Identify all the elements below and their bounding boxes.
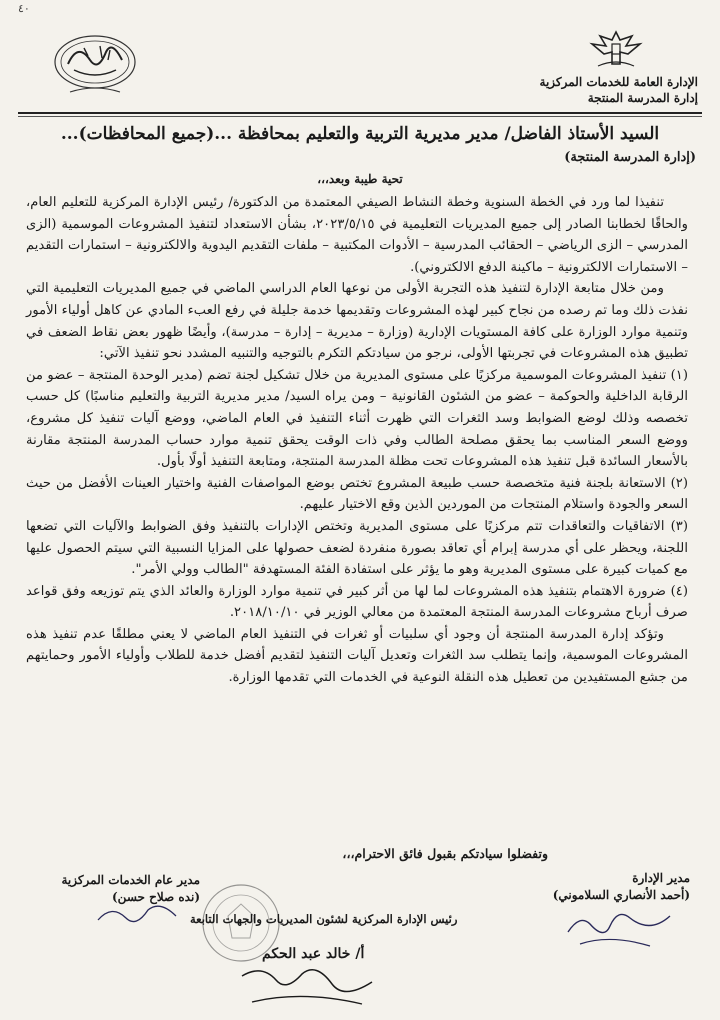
closing-line: وتفضلوا سيادتكم بقبول فائق الاحترام،،، [342, 846, 548, 861]
handwritten-signature-left [92, 900, 182, 930]
header-divider [18, 112, 702, 114]
department-label: (إدارة المدرسة المنتجة) [564, 150, 696, 165]
handwritten-signature-center [232, 962, 382, 1012]
letterhead-lines [540, 74, 698, 106]
signature-name-right: (أحمد الأنصاري السلاموني) [552, 888, 690, 902]
signature-block-right [553, 870, 690, 904]
header-line-productive-school: إدارة المدرسة المنتجة [587, 91, 698, 105]
signature-name-left: (نده صلاح حسن) [112, 890, 200, 904]
letter-body [26, 192, 688, 689]
corner-mark: ٤٠ [18, 2, 30, 15]
paragraph-intro: تنفيذا لما ورد في الخطة السنوية وخطة النشاط الصيفي المعتمدة من الدكتورة/ رئيس الإدارة المركزية للتعليم العام، والحاقًا لخطابنا الصادر إلى جميع المديريات التعليمية في ٢٠٢٣/٥/١٥، بشأن الاستعداد لتنفيذ المشروعات الموسمية (الزى المدرسي – الزى الرياضي – الحقائب المدرسية – الأدوات المكتبية – ملفات التقديم اليدوية والالكترونية – استمارات التقديم – الاستمارات الالكترونية – ماكينة الدفع الالكتروني). [26, 195, 688, 275]
eagle-emblem-icon [586, 28, 646, 68]
greeting: تحية طيبة وبعد،،، [317, 172, 403, 186]
paragraph-item-1: (١) تنفيذ المشروعات الموسمية مركزيًا على مستوى المديرية من خلال تشكيل لجنة تضم (مدير الوحدة المنتجة – عضو من الرقابة الداخلية والحوكمة – عضو من الشئون القانونية – ومن يراه السيد/ مدير مديرية التربية والتعليم مناسبًا) كل حسب تخصصه وذلك لوضع الضوابط وسد الثغرات التي ظهرت أثناء التنفيذ في العام الماضي، ووضع آليات تنفيذ كل مشروع، ووضع السعر المناسب بما يحقق مصلحة الطالب وفي ذات الوقت يحقق تنمية موارد حساب المدرسة المنتجة مقارنة بالأسعار السائدة قبل تنفيذ هذه المشروعات تحت مظلة المدرسة المنتجة، ومتابعة التنفيذ أولًا بأول. [26, 367, 688, 470]
signature-name-center: أ/ خالد عبد الحكم [262, 946, 365, 962]
signature-title-left: مدير عام الخدمات المركزية [61, 873, 200, 887]
addressee-line: السيد الأستاذ الفاضل/ مدير مديرية التربية والتعليم بمحافظة ...(جميع المحافظات)... [60, 124, 660, 144]
header-line-central-services: الإدارة العامة للخدمات المركزية [539, 75, 698, 89]
signature-title-center: رئيس الإدارة المركزية لشئون المديريات والجهات التابعة [190, 912, 458, 926]
paragraph-item-4: (٤) ضرورة الاهتمام بتنفيذ هذه المشروعات لما لها من أثر كبير في تنمية موارد الوزارة والعائد الذي يتم توزيعه وفق قواعد صرف أرباح مشروعات المدرسة المنتجة المعتمدة من معالي الوزير في ٢٠١٨/١٠/١٠. [26, 583, 688, 621]
paragraph-item-3: (٣) الاتفاقيات والتعاقدات تتم مركزيًا على مستوى المديرية وتختص الإدارات بالتنفيذ وفق الضوابط والآليات التي تضعها اللجنة، ويحظر على أي مدرسة إبرام أي تعاقد بصورة منفردة لضعف حصولها على المزايا النسبية التي سيتم الحصول عليها مع كميات كبيرة على مستوى المديرية وهو ما يؤثر على استفادة الفئة المستهدفة "الطالب وولي الأمر". [26, 518, 688, 578]
paragraph-conclusion: وتؤكد إدارة المدرسة المنتجة أن وجود أي سلبيات أو ثغرات في التنفيذ العام الماضي لا يعني مطلقًا عدم تنفيذ هذه المشروعات الموسمية، وإنما يتطلب سد الثغرات وتعديل آليات التنفيذ لتقديم أفضل خدمة للطلاب وأولياء الأمور وحمايتهم من جشع المستفيدين من تعطيل هذه النقلة النوعية في الخدمات التي تقدمها الوزارة. [26, 626, 688, 686]
signature-title-right: مدير الإدارة [632, 871, 690, 885]
handwritten-signature-right [560, 904, 680, 954]
paragraph-followup: ومن خلال متابعة الإدارة لتنفيذ هذه التجربة الأولى من نوعها العام الدراسي الماضي في جميع المديريات التعليمية التي نفذت ذلك وما تم رصده من نجاح كبير لهذه المشروعات وتقديمها خدمة جليلة في رفع العبء المادي عن كاهل أولياء الأمور وتنمية موارد الوزارة على كافة المستويات الإدارية (وزارة – مديرية – إدارة – مدرسة)، وأيضًا ظهور بعض نقاط الضعف في تطبيق هذه المشروعات في تجربتها الأولى، نرجو من سيادتكم التكرم بالتوجيه والتنبيه المشدد نحو تنفيذ الآتي: [26, 281, 688, 362]
ministry-logo-icon [50, 30, 140, 100]
header-divider-thin [18, 116, 702, 117]
paragraph-item-2: (٢) الاستعانة بلجنة فنية متخصصة حسب طبيعة المشروع تختص بوضع المواصفات الفنية واختيار العينات الأفضل من حيث السعر والجودة واستلام المنتجات من الموردين الذين وقع الاختيار عليهم. [26, 475, 688, 513]
